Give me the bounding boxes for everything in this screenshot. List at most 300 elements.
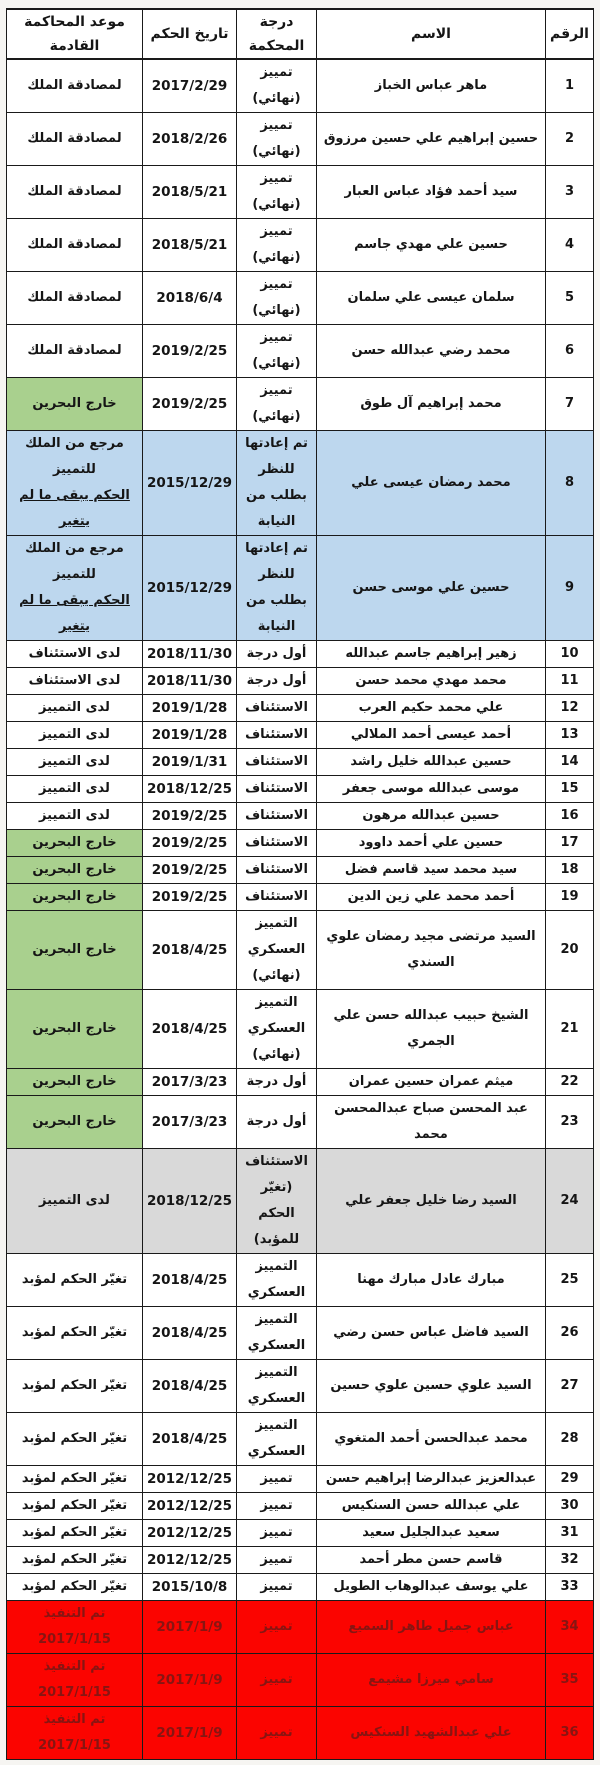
cell-line: تم إعادتها للنظر [245,541,308,582]
cell-court-degree [237,1149,317,1254]
cell-next-trial [7,166,143,219]
cell-name: أحمد محمد علي زين الدين [317,884,546,911]
table-row [7,1520,594,1547]
cell-line: خارج البحرين [32,835,117,850]
cell-court-degree [237,722,317,749]
cell-number: 4 [546,219,594,272]
table-row [7,272,594,325]
cell-court-degree [237,1707,317,1760]
cell-line: الاستئناف [245,862,308,877]
cell-judgment-date: 2018/11/30 [143,668,237,695]
cell-next-trial [7,1149,143,1254]
cell-number: 10 [546,641,594,668]
table-row [7,695,594,722]
cell-court-degree [237,803,317,830]
cell-line: لمصادقة الملك [27,131,122,146]
table-row [7,1601,594,1654]
cell-next-trial [7,1307,143,1360]
cell-judgment-date: 2019/2/25 [143,378,237,431]
cell-number: 15 [546,776,594,803]
cell-line: لمصادقة الملك [27,290,122,305]
cell-line: تغيّر الحكم لمؤبد [21,1525,128,1540]
cell-line: خارج البحرين [32,889,117,904]
cell-court-degree [237,884,317,911]
cell-line: تم التنفيذ 2017/1/15 [38,1606,111,1647]
cell-court-degree [237,990,317,1069]
cell-judgment-date: 2019/1/28 [143,695,237,722]
cell-court-degree [237,1096,317,1149]
cell-number: 22 [546,1069,594,1096]
cell-judgment-date: 2019/1/28 [143,722,237,749]
cell-court-degree [237,911,317,990]
cell-court-degree [237,695,317,722]
cell-name: علي عبدالله حسن السنكيس [317,1493,546,1520]
cell-number: 30 [546,1493,594,1520]
cell-line: لدى التمييز [39,700,110,715]
cell-court-degree [237,1307,317,1360]
cell-line: الاستئناف [245,889,308,904]
cell-line: تمييز (نهائي) [252,65,301,106]
cell-next-trial [7,857,143,884]
table-row [7,113,594,166]
cell-court-degree [237,272,317,325]
table-row [7,536,594,641]
table-row [7,749,594,776]
cell-line: الاستئناف [245,808,308,823]
table-row [7,911,594,990]
cell-court-degree [237,1574,317,1601]
cell-judgment-date: 2019/2/25 [143,830,237,857]
cell-number: 32 [546,1547,594,1574]
cell-number: 21 [546,990,594,1069]
cell-number: 6 [546,325,594,378]
cell-line: لمصادقة الملك [27,237,122,252]
cell-name: حسين علي موسى حسن [317,536,546,641]
cell-next-trial [7,1069,143,1096]
cell-line: لدى الاستئناف [28,673,121,688]
cell-court-degree [237,776,317,803]
cell-line: التمييز العسكري [247,1259,306,1300]
cell-line: تغيّر الحكم لمؤبد [21,1498,128,1513]
cell-number: 17 [546,830,594,857]
table-row [7,722,594,749]
cell-next-trial [7,749,143,776]
cell-name: السيد مرتضى مجيد رمضان علوي السندي [317,911,546,990]
cell-number: 19 [546,884,594,911]
cell-judgment-date: 2018/2/26 [143,113,237,166]
cell-line: لدى التمييز [39,727,110,742]
cell-next-trial [7,641,143,668]
cell-name: سامي ميرزا مشيمع [317,1654,546,1707]
cell-number: 12 [546,695,594,722]
cell-name: محمد مهدي محمد حسن [317,668,546,695]
cell-line: لمصادقة الملك [27,184,122,199]
cell-number: 35 [546,1654,594,1707]
cell-next-trial [7,1707,143,1760]
cell-number: 36 [546,1707,594,1760]
cell-court-degree [237,668,317,695]
cell-line: لدى التمييز [39,808,110,823]
cell-name: السيد فاضل عباس حسن رضي [317,1307,546,1360]
cell-name: الشيخ حبيب عبدالله حسن علي الجمري [317,990,546,1069]
cell-name: موسى عبدالله موسى جعفر [317,776,546,803]
cell-name: عبدالعزيز عبدالرضا إبراهيم حسن [317,1466,546,1493]
cell-name: سيد محمد سيد قاسم فضل [317,857,546,884]
cell-name: سيد أحمد فؤاد عباس العبار [317,166,546,219]
cell-court-degree [237,325,317,378]
cell-line: لدى الاستئناف [28,646,121,661]
cell-name: حسين عبدالله خليل راشد [317,749,546,776]
cell-line: تمييز [260,1672,293,1687]
cell-line: تغيّر الحكم لمؤبد [21,1431,128,1446]
cell-line: تمييز [260,1619,293,1634]
cell-number: 9 [546,536,594,641]
cell-number: 33 [546,1574,594,1601]
cell-line: تمييز [260,1579,293,1594]
cell-line: الاستئناف [245,754,308,769]
cell-name: السيد علوي حسين علوي حسين [317,1360,546,1413]
cell-judgment-date: 2017/1/9 [143,1601,237,1654]
cell-line: تم التنفيذ 2017/1/15 [38,1659,111,1700]
cell-court-degree [237,59,317,113]
cell-judgment-date: 2019/2/25 [143,884,237,911]
table-row [7,59,594,113]
cell-judgment-date: 2015/12/29 [143,536,237,641]
cell-name: السيد رضا خليل جعفر علي [317,1149,546,1254]
cell-next-trial [7,695,143,722]
cell-next-trial [7,1254,143,1307]
cell-line: تمييز (نهائي) [252,330,301,371]
cell-next-trial [7,803,143,830]
cell-court-degree [237,1069,317,1096]
cell-line: تمييز (نهائي) [252,277,301,318]
cell-court-degree [237,749,317,776]
table-row [7,1096,594,1149]
cell-judgment-date: 2018/4/25 [143,1307,237,1360]
cell-next-trial [7,113,143,166]
cell-judgment-date: 2012/12/25 [143,1493,237,1520]
cell-judgment-date: 2017/1/9 [143,1707,237,1760]
cell-line: تغيّر الحكم لمؤبد [21,1579,128,1594]
cell-judgment-date: 2018/4/25 [143,1413,237,1466]
cell-next-trial [7,1520,143,1547]
cell-number: 27 [546,1360,594,1413]
table-body [7,59,594,1760]
table-row [7,776,594,803]
cell-name: محمد رمضان عيسى علي [317,431,546,536]
cell-name: حسين إبراهيم علي حسين مرزوق [317,113,546,166]
cell-number: 13 [546,722,594,749]
cell-next-trial [7,1654,143,1707]
cell-number: 14 [546,749,594,776]
cell-judgment-date: 2015/12/29 [143,431,237,536]
cell-name: سلمان عيسى علي سلمان [317,272,546,325]
cell-court-degree [237,1601,317,1654]
table-row [7,668,594,695]
table-row [7,325,594,378]
table-row [7,219,594,272]
cell-line: (نهائي) [252,1047,301,1062]
cell-number: 5 [546,272,594,325]
cell-judgment-date: 2019/2/25 [143,325,237,378]
cell-number: 23 [546,1096,594,1149]
cell-court-degree [237,166,317,219]
cell-line: تمييز (نهائي) [252,224,301,265]
cell-line: الاستئناف [245,700,308,715]
cell-judgment-date: 2017/2/29 [143,59,237,113]
cell-line: أول درجة [246,1114,307,1129]
header-number: الرقم [546,9,594,59]
cell-line: تمييز (نهائي) [252,383,301,424]
cell-name: علي عبدالشهيد السنكيس [317,1707,546,1760]
cell-line: أول درجة [246,673,307,688]
cell-next-trial [7,272,143,325]
cell-line: أول درجة [246,1074,307,1089]
cell-court-degree [237,536,317,641]
table-row [7,830,594,857]
cell-line: تمييز (نهائي) [252,118,301,159]
table-row [7,166,594,219]
cell-number: 29 [546,1466,594,1493]
cell-judgment-date: 2018/12/25 [143,1149,237,1254]
header-judgment-date: تاريخ الحكم [143,9,237,59]
cell-court-degree [237,1547,317,1574]
cell-judgment-date: 2019/2/25 [143,857,237,884]
table-row [7,378,594,431]
cell-line: الاستئناف (تغيّر [245,1154,308,1195]
table-row [7,1307,594,1360]
cell-name: حسين علي أحمد داوود [317,830,546,857]
cell-line: أول درجة [246,646,307,661]
cell-number: 28 [546,1413,594,1466]
cell-line: التمييز العسكري [247,916,306,957]
cell-line: التمييز العسكري [247,995,306,1036]
cell-judgment-date: 2012/12/25 [143,1520,237,1547]
cell-next-trial [7,830,143,857]
cell-name: سعيد عبدالجليل سعيد [317,1520,546,1547]
table-row [7,1360,594,1413]
cell-line: تمييز [260,1471,293,1486]
cell-line: مرجع من الملك للتمييز [25,541,124,582]
cell-court-degree [237,1654,317,1707]
cell-line: التمييز العسكري [247,1365,306,1406]
cell-line: لمصادقة الملك [27,343,122,358]
cell-judgment-date: 2019/1/31 [143,749,237,776]
table-row [7,1413,594,1466]
cell-line: تم التنفيذ 2017/1/15 [38,1712,111,1753]
cell-line: خارج البحرين [32,1021,117,1036]
cell-line: تمييز [260,1498,293,1513]
cell-next-trial [7,1574,143,1601]
cell-next-trial [7,776,143,803]
table-row [7,431,594,536]
cell-court-degree [237,857,317,884]
cell-line: خارج البحرين [32,862,117,877]
cell-name: قاسم حسن مطر أحمد [317,1547,546,1574]
cell-court-degree [237,641,317,668]
cell-court-degree [237,1360,317,1413]
cell-next-trial [7,1466,143,1493]
table-row [7,857,594,884]
cell-judgment-date: 2017/3/23 [143,1096,237,1149]
cell-judgment-date: 2018/4/25 [143,911,237,990]
cell-line: الحكم يبقى ما لم يتغير [19,593,130,634]
cell-judgment-date: 2018/4/25 [143,990,237,1069]
cell-judgment-date: 2019/2/25 [143,803,237,830]
cell-line: تغيّر الحكم لمؤبد [21,1325,128,1340]
cell-next-trial [7,1413,143,1466]
cell-court-degree [237,830,317,857]
cell-court-degree [237,1520,317,1547]
header-row [7,9,594,59]
cell-next-trial [7,911,143,990]
cell-line: تمييز [260,1725,293,1740]
cell-court-degree [237,431,317,536]
cell-next-trial [7,59,143,113]
cell-court-degree [237,1413,317,1466]
cell-line: لمصادقة الملك [27,78,122,93]
cell-next-trial [7,1601,143,1654]
table-row [7,1654,594,1707]
cell-line: خارج البحرين [32,1114,117,1129]
cell-next-trial [7,431,143,536]
cell-line: الاستئناف [245,781,308,796]
cell-name: أحمد عيسى أحمد الملالي [317,722,546,749]
cell-next-trial [7,990,143,1069]
table-row [7,1254,594,1307]
cell-next-trial [7,1493,143,1520]
cell-line: خارج البحرين [32,942,117,957]
cell-court-degree [237,113,317,166]
cell-line: لدى التمييز [39,754,110,769]
cell-name: علي محمد حكيم العرب [317,695,546,722]
table-row [7,1574,594,1601]
cell-line: (نهائي) [252,968,301,983]
cell-number: 18 [546,857,594,884]
cell-judgment-date: 2017/3/23 [143,1069,237,1096]
cell-judgment-date: 2018/12/25 [143,776,237,803]
cell-line: خارج البحرين [32,396,117,411]
table-row [7,1547,594,1574]
cell-number: 34 [546,1601,594,1654]
cell-next-trial [7,1096,143,1149]
cell-line: التمييز العسكري [247,1312,306,1353]
cell-judgment-date: 2018/6/4 [143,272,237,325]
cell-line: لدى التمييز [39,781,110,796]
cell-next-trial [7,722,143,749]
cell-line: تم إعادتها للنظر [245,436,308,477]
cell-name: حسين عبدالله مرهون [317,803,546,830]
cell-number: 25 [546,1254,594,1307]
cell-number: 3 [546,166,594,219]
cell-line: التمييز العسكري [247,1418,306,1459]
cell-name: زهير إبراهيم جاسم عبدالله [317,641,546,668]
cell-next-trial [7,668,143,695]
table-row [7,1466,594,1493]
cell-next-trial [7,325,143,378]
cell-number: 1 [546,59,594,113]
header-next-trial: موعد المحاكمة القادمة [7,9,143,59]
table-row [7,1149,594,1254]
cell-court-degree [237,1493,317,1520]
cell-name: ميثم عمران حسين عمران [317,1069,546,1096]
cell-line: تمييز [260,1552,293,1567]
cell-judgment-date: 2012/12/25 [143,1466,237,1493]
verdicts-table [6,8,594,1760]
cell-next-trial [7,1547,143,1574]
cell-court-degree [237,1466,317,1493]
cell-number: 24 [546,1149,594,1254]
cell-number: 7 [546,378,594,431]
cell-line: تمييز (نهائي) [252,171,301,212]
cell-name: عباس جميل طاهر السميع [317,1601,546,1654]
cell-judgment-date: 2018/4/25 [143,1254,237,1307]
cell-line: تغيّر الحكم لمؤبد [21,1552,128,1567]
table-row [7,1493,594,1520]
header-court-degree: درجة المحكمة [237,9,317,59]
cell-line: تغيّر الحكم لمؤبد [21,1378,128,1393]
cell-line: الحكم يبقى ما لم يتغير [19,488,130,529]
cell-line: تمييز [260,1525,293,1540]
cell-name: محمد رضي عبدالله حسن [317,325,546,378]
table-row [7,990,594,1069]
cell-judgment-date: 2018/5/21 [143,166,237,219]
cell-line: بطلب من النيابة [246,593,307,634]
cell-line: الاستئناف [245,727,308,742]
cell-next-trial [7,378,143,431]
cell-name: محمد عبدالحسن أحمد المتغوي [317,1413,546,1466]
cell-next-trial [7,219,143,272]
cell-name: علي يوسف عبدالوهاب الطويل [317,1574,546,1601]
cell-court-degree [237,219,317,272]
cell-court-degree [237,1254,317,1307]
cell-number: 31 [546,1520,594,1547]
cell-court-degree [237,378,317,431]
table-row [7,803,594,830]
cell-judgment-date: 2018/11/30 [143,641,237,668]
cell-number: 11 [546,668,594,695]
table-row [7,641,594,668]
cell-judgment-date: 2017/1/9 [143,1654,237,1707]
cell-name: حسين علي مهدي جاسم [317,219,546,272]
table-row [7,1069,594,1096]
cell-judgment-date: 2018/4/25 [143,1360,237,1413]
cell-judgment-date: 2015/10/8 [143,1574,237,1601]
cell-judgment-date: 2018/5/21 [143,219,237,272]
table-row [7,1707,594,1760]
cell-line: الاستئناف [245,835,308,850]
cell-next-trial [7,1360,143,1413]
cell-next-trial [7,884,143,911]
cell-number: 26 [546,1307,594,1360]
cell-line: مرجع من الملك للتمييز [25,436,124,477]
cell-line: تغيّر الحكم لمؤبد [21,1272,128,1287]
cell-name: عبد المحسن صباح عبدالمحسن محمد [317,1096,546,1149]
cell-line: تغيّر الحكم لمؤبد [21,1471,128,1486]
cell-judgment-date: 2012/12/25 [143,1547,237,1574]
cell-name: محمد إبراهيم آل طوق [317,378,546,431]
cell-number: 20 [546,911,594,990]
cell-line: خارج البحرين [32,1074,117,1089]
cell-name: مبارك عادل مبارك مهنا [317,1254,546,1307]
cell-line: بطلب من النيابة [246,488,307,529]
cell-number: 2 [546,113,594,166]
table-row [7,884,594,911]
cell-name: ماهر عباس الخباز [317,59,546,113]
cell-number: 16 [546,803,594,830]
header-name: الاسم [317,9,546,59]
cell-line: لدى التمييز [39,1193,110,1208]
